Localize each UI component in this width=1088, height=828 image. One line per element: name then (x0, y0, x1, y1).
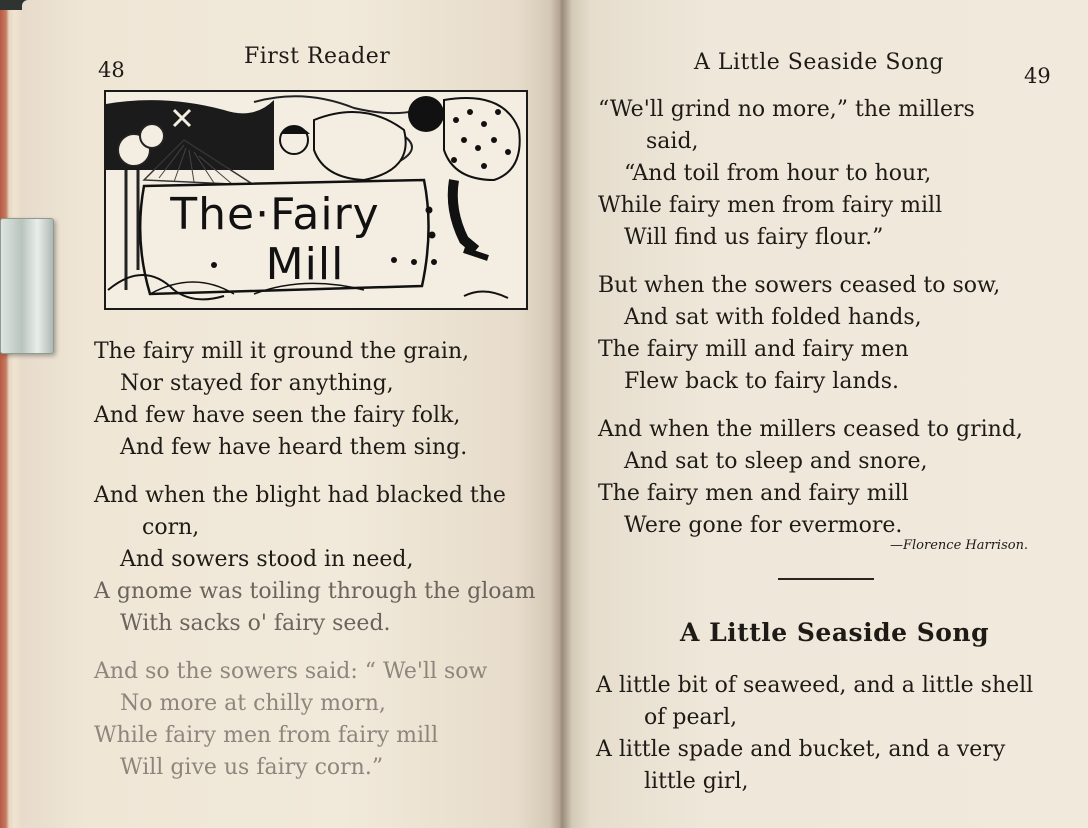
poem-line: Flew back to fairy lands. (624, 369, 899, 394)
left-stanza-1 (94, 336, 535, 464)
poem-line: A gnome was toiling through the gloam (94, 579, 536, 604)
poem-line: said, (646, 129, 699, 154)
left-stanza-2 (94, 480, 535, 640)
right-page-number: 49 (1024, 64, 1051, 88)
poem-line: And sat to sleep and snore, (624, 449, 928, 474)
poem-line: And when the millers ceased to grind, (598, 417, 1023, 442)
page-clip (0, 218, 54, 354)
right-stanza-3 (598, 414, 1023, 542)
poem-attribution: —Florence Harrison. (890, 538, 1029, 553)
poem-line: A little bit of seaweed, and a little shell (596, 673, 1034, 698)
poem-line: little girl, (644, 769, 749, 794)
poem-line: No more at chilly morn, (120, 691, 386, 716)
poem-line: Nor stayed for anything, (120, 371, 394, 396)
poem-line: While fairy men from fairy mill (598, 193, 943, 218)
poem-line: And few have seen the fairy folk, (94, 403, 461, 428)
poem-line: The fairy mill and fairy men (598, 337, 909, 362)
seaside-stanza-1 (596, 670, 1033, 798)
illustration-title-line2: Mill (265, 239, 345, 290)
poem-line: The fairy mill it ground the grain, (94, 339, 470, 364)
seaside-song-poem (596, 670, 1033, 814)
right-stanza-2 (598, 270, 1023, 398)
poem-line: But when the sowers ceased to sow, (598, 273, 1001, 298)
poem-line: “We'll grind no more,” the millers (598, 97, 975, 122)
poem-line: With sacks o' fairy seed. (120, 611, 391, 636)
poem-line: of pearl, (644, 705, 738, 730)
song-title: A Little Seaside Song (680, 618, 990, 647)
left-poem (94, 336, 535, 800)
left-page-number: 48 (98, 58, 125, 82)
poem-line: And when the blight had blacked the (94, 483, 506, 508)
poem-line: Will give us fairy corn.” (120, 755, 384, 780)
illustration-title-line1: The·Fairy (170, 189, 380, 240)
poem-line: And sowers stood in need, (120, 547, 414, 572)
section-divider (778, 578, 874, 580)
illustration-title (150, 190, 400, 290)
poem-line: Will find us fairy flour.” (624, 225, 884, 250)
poem-line: While fairy men from fairy mill (94, 723, 439, 748)
poem-line: And so the sowers said: “ We'll sow (94, 659, 488, 684)
poem-line: And sat with folded hands, (624, 305, 922, 330)
poem-line: “And toil from hour to hour, (624, 161, 932, 186)
book-gutter (550, 0, 572, 828)
left-stanza-3 (94, 656, 535, 784)
poem-line: corn, (142, 515, 200, 540)
right-stanza-1 (598, 94, 1023, 254)
poem-line: The fairy men and fairy mill (598, 481, 909, 506)
poem-line: Were gone for evermore. (624, 513, 903, 538)
right-poem (598, 94, 1023, 558)
right-running-head: A Little Seaside Song (694, 50, 944, 75)
poem-line: A little spade and bucket, and a very (596, 737, 1006, 762)
left-running-head: First Reader (244, 44, 391, 69)
poem-line: And few have heard them sing. (120, 435, 468, 460)
